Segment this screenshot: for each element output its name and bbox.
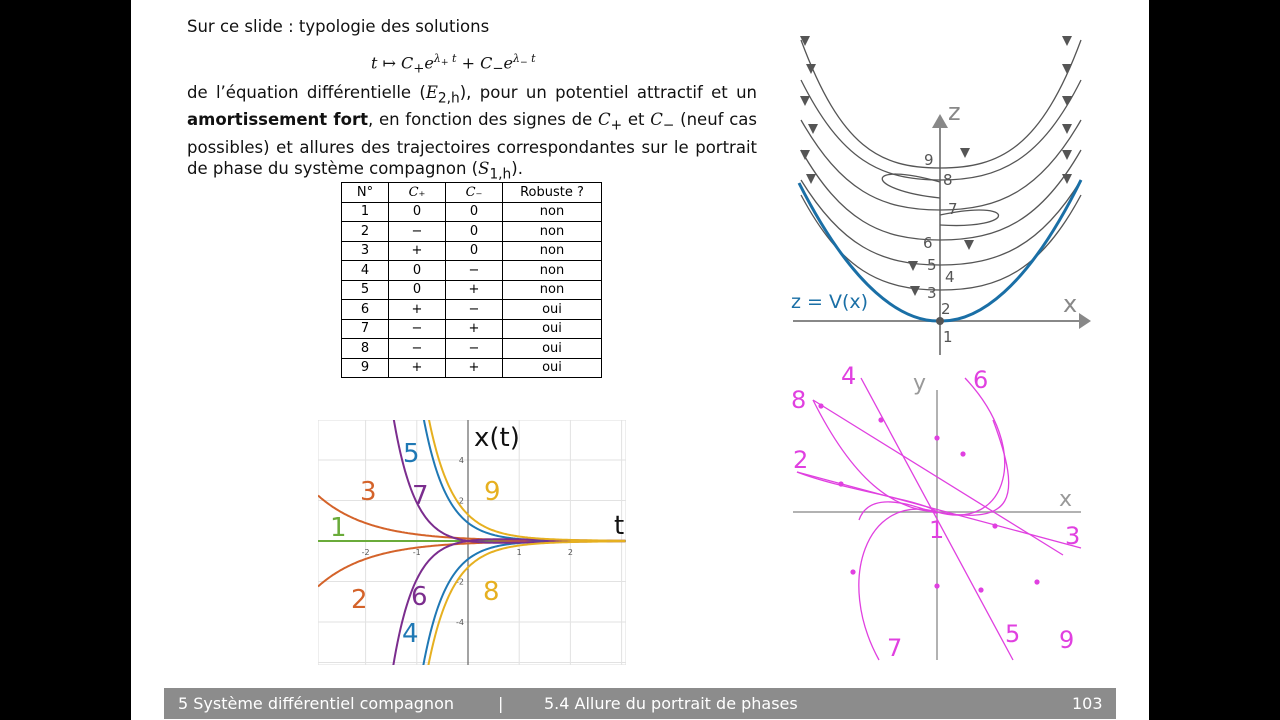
footer-bar (164, 688, 1116, 719)
cell-robust: oui (503, 319, 602, 339)
cell-robust: non (503, 222, 602, 242)
curve-label: 1 (330, 513, 347, 543)
trajectory-label: 9 (1059, 626, 1075, 654)
cell-cminus: − (446, 339, 503, 359)
description-paragraph: de l’équation différentielle $(E_{2,h})$, pour un potentiel attractif et un amortissement fort, en fonction des signes de $C_+$ et $C_-$ (neuf cas possibles) et allures des trajectoires correspondantes sur le portrait de phase du système compagnon $(S_{1,h})$. (187, 83, 758, 182)
cell-cminus: − (446, 261, 503, 281)
trajectory-label: 3 (1065, 522, 1081, 550)
table-row (342, 300, 602, 320)
cell-cplus: 0 (389, 261, 446, 281)
trajectory-label: 7 (887, 634, 903, 662)
cases-table (341, 182, 602, 378)
axis-x-label: x (1059, 487, 1073, 512)
table-row (342, 319, 602, 339)
arrow-marker (878, 417, 883, 422)
curve-label: 8 (483, 577, 500, 607)
tick-label: -2 (456, 577, 464, 587)
cell-cplus: 0 (389, 202, 446, 222)
tick-label: 1 (516, 548, 522, 557)
curve-label: 4 (402, 619, 419, 649)
axis-y-label: y (913, 371, 927, 396)
curve-label: 7 (412, 481, 429, 511)
cell-cminus: 0 (446, 202, 503, 222)
arrow-marker (992, 523, 997, 528)
cell-number: 9 (342, 358, 389, 378)
trajectory-label: 4 (841, 362, 857, 390)
footer-subsection: 5.4 Allure du portrait de phases (544, 694, 798, 713)
solution-formula: t ↦ $C_+e^{\lambda_+ t} + C_-e^{\lambda_- t}$ (371, 52, 536, 77)
cell-number: 6 (342, 300, 389, 320)
potential-curve-label: z = V(x) (791, 291, 869, 313)
potential-diagram (783, 20, 1095, 360)
trajectory-label: 8 (791, 386, 807, 414)
arrow-marker (808, 124, 818, 134)
trajectory-number: 2 (941, 300, 951, 318)
arrow-marker (1062, 174, 1072, 184)
tick-label: -2 (361, 548, 370, 557)
trajectory-number: 5 (927, 256, 937, 274)
cell-robust: non (503, 202, 602, 222)
arrow-marker (978, 587, 983, 592)
axis-z-arrow (932, 114, 948, 128)
cell-number: 7 (342, 319, 389, 339)
col-header-robust: Robuste ? (503, 183, 602, 203)
cell-robust: non (503, 280, 602, 300)
arrow-marker (964, 240, 974, 250)
slide (131, 0, 1149, 720)
table-header-row (342, 183, 602, 203)
arrow-marker (838, 481, 843, 486)
trajectory-number: 7 (948, 200, 958, 218)
cell-number: 8 (342, 339, 389, 359)
cell-cminus: + (446, 319, 503, 339)
cell-cminus: + (446, 358, 503, 378)
axis-z-label: z (948, 98, 961, 126)
table-row (342, 358, 602, 378)
footer-separator: | (498, 694, 504, 713)
col-header-cplus: C₊ (389, 183, 446, 203)
xt-chart (318, 420, 626, 665)
cell-number: 3 (342, 241, 389, 261)
phase-portrait (783, 360, 1095, 665)
cell-cplus: + (389, 358, 446, 378)
trajectory-number: 8 (943, 171, 953, 189)
col-header-number: N° (342, 183, 389, 203)
cell-number: 1 (342, 202, 389, 222)
cell-cminus: 0 (446, 241, 503, 261)
cell-robust: non (503, 241, 602, 261)
axis-x-arrow (1079, 313, 1091, 329)
tick-label: 2 (567, 548, 573, 557)
arrow-marker (934, 435, 939, 440)
arrow-marker (910, 286, 920, 296)
arrow-marker (1062, 124, 1072, 134)
cell-robust: oui (503, 300, 602, 320)
footer-section: 5 Système différentiel compagnon (178, 694, 454, 713)
curve-label: 6 (411, 582, 428, 612)
axis-x-label: x (1063, 290, 1078, 318)
cell-number: 4 (342, 261, 389, 281)
arrow-marker (960, 148, 970, 158)
tick-label: 2 (458, 496, 464, 506)
cell-cplus: − (389, 339, 446, 359)
cell-cplus: − (389, 222, 446, 242)
table-row (342, 339, 602, 359)
arrow-marker (960, 451, 965, 456)
cell-cplus: 0 (389, 280, 446, 300)
trajectory-label: 6 (973, 366, 989, 394)
col-header-cminus: C₋ (446, 183, 503, 203)
curve-label: 9 (484, 477, 501, 507)
curve-label: 2 (351, 585, 368, 615)
arrow-marker (1062, 36, 1072, 46)
phase-trajectory (813, 400, 1009, 515)
arrow-marker (818, 403, 823, 408)
intro-text: Sur ce slide : typologie des solutions (187, 17, 490, 36)
arrow-marker (806, 174, 816, 184)
cell-cplus: − (389, 319, 446, 339)
arrow-marker (1062, 64, 1072, 74)
curve-label: 5 (403, 439, 420, 469)
trajectory-number: 9 (924, 151, 934, 169)
chart-title: x(t) (474, 423, 520, 453)
table-row (342, 261, 602, 281)
arrow-marker (850, 569, 855, 574)
cell-number: 5 (342, 280, 389, 300)
trajectory-number: 4 (945, 268, 955, 286)
trajectory-label: 2 (793, 446, 809, 474)
trajectory-number: 6 (923, 234, 933, 252)
arrow-marker (1062, 96, 1072, 106)
cell-cminus: − (446, 300, 503, 320)
arrow-marker (1062, 150, 1072, 160)
cell-cplus: + (389, 241, 446, 261)
axis-t-label: t (614, 511, 625, 541)
tick-label: 4 (458, 456, 464, 465)
cell-robust: oui (503, 358, 602, 378)
table-row (342, 280, 602, 300)
origin-label: 1 (929, 516, 945, 544)
cell-robust: oui (503, 339, 602, 359)
cell-cplus: + (389, 300, 446, 320)
trajectory-number: 3 (927, 284, 937, 302)
tick-label: -4 (456, 618, 464, 627)
equilibrium-point (936, 317, 944, 325)
arrow-marker (800, 96, 810, 106)
tick-label: -1 (412, 548, 421, 557)
cell-cminus: + (446, 280, 503, 300)
table-row (342, 241, 602, 261)
cell-cminus: 0 (446, 222, 503, 242)
arrow-marker (800, 150, 810, 160)
curve-label: 3 (360, 477, 377, 507)
arrow-marker (934, 583, 939, 588)
trajectory-label: 5 (1005, 620, 1021, 648)
cell-number: 2 (342, 222, 389, 242)
phase-trajectory (937, 378, 1005, 515)
arrow-marker (1034, 579, 1039, 584)
footer-page-number: 103 (1072, 694, 1103, 713)
table-row (342, 222, 602, 242)
arrow-marker (908, 261, 918, 271)
trajectory-number: 1 (943, 328, 953, 346)
table-row (342, 202, 602, 222)
cell-robust: non (503, 261, 602, 281)
